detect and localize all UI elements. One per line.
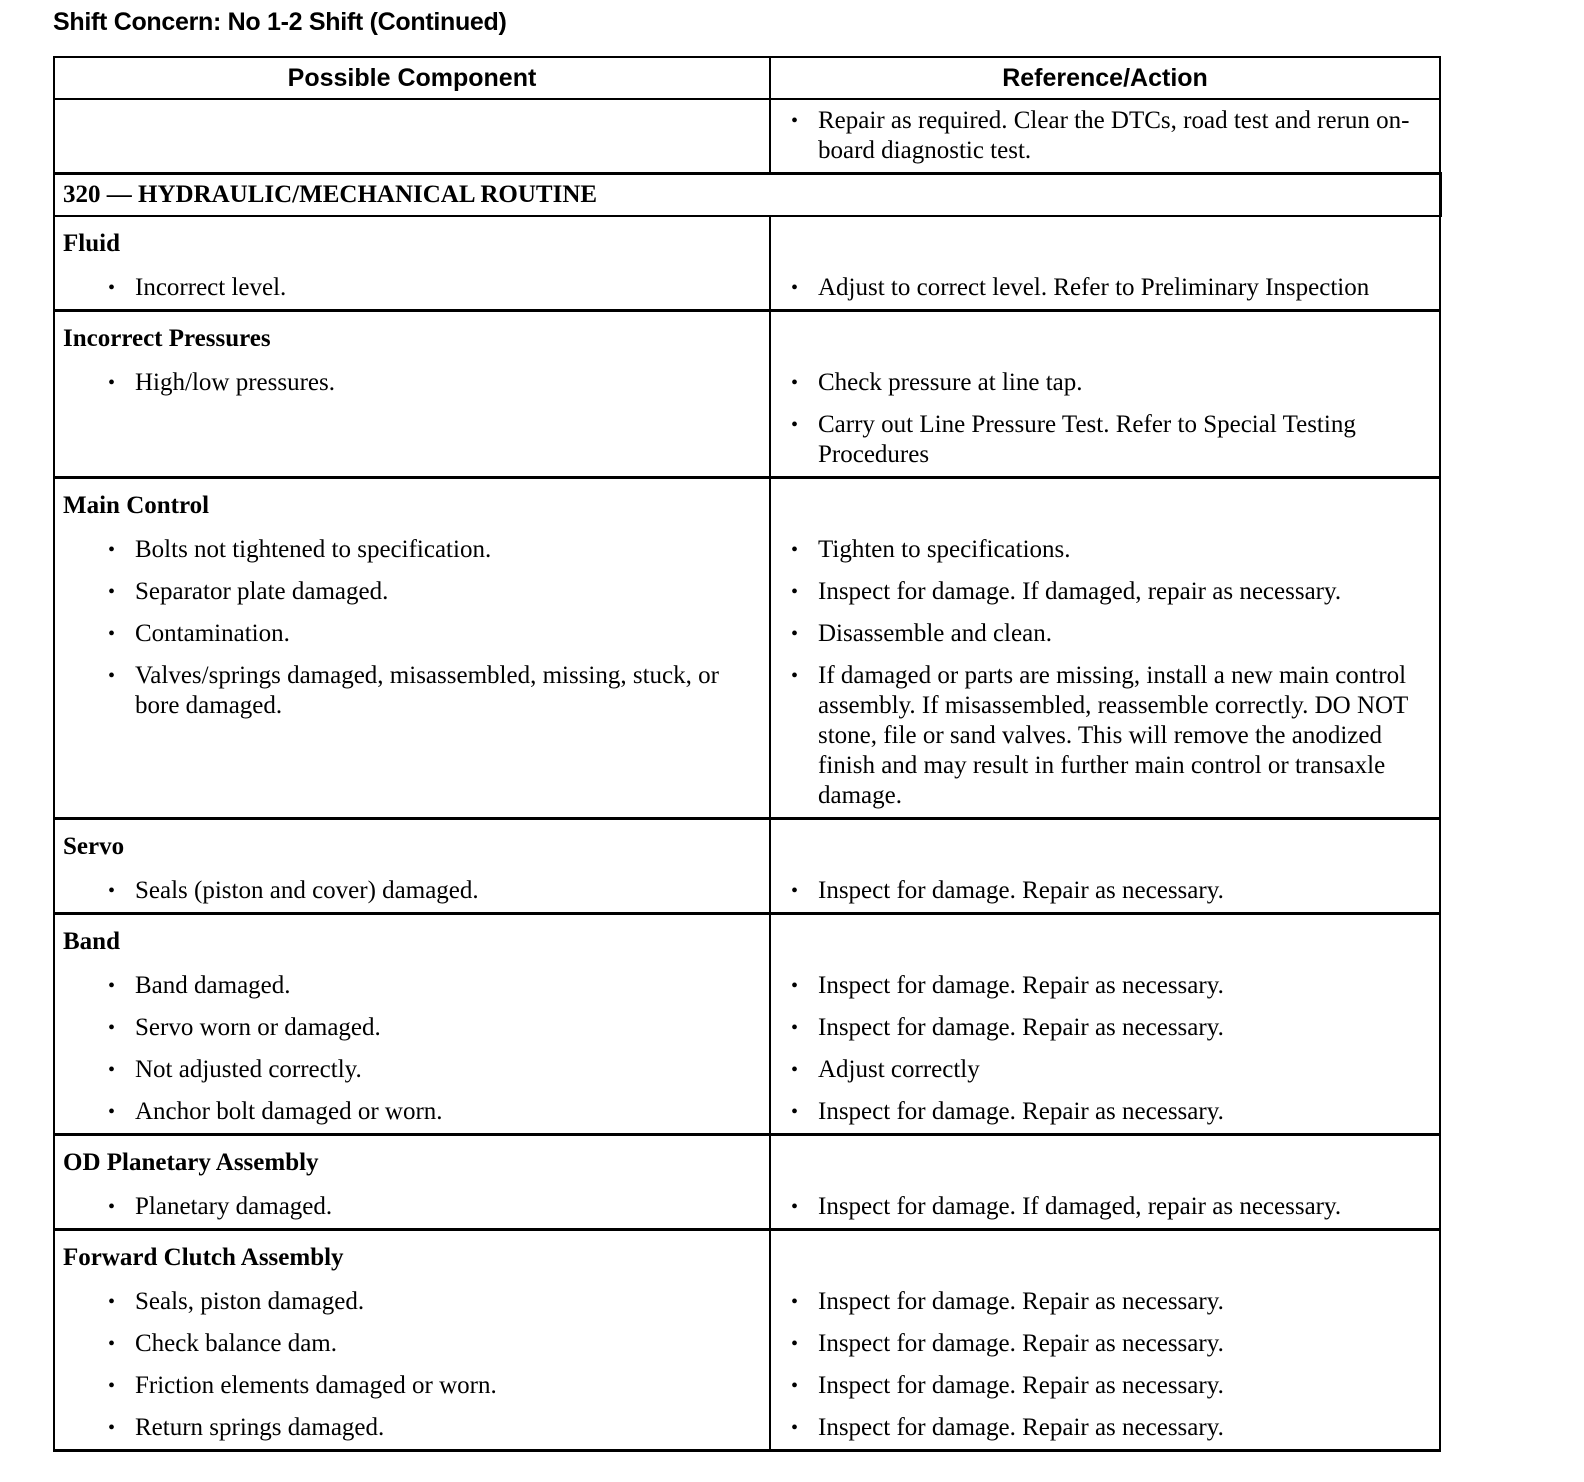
bullet-item xyxy=(63,661,761,721)
bullet-icon: • xyxy=(791,1101,799,1123)
bullet-text: Inspect for damage. If damaged, repair as necessary. xyxy=(818,578,1342,605)
bullet-icon: • xyxy=(791,277,799,299)
bullet-item xyxy=(63,1013,761,1043)
action-cell xyxy=(770,1359,1440,1401)
group-title-spacer xyxy=(779,485,1431,523)
bullet-icon: • xyxy=(108,1291,116,1313)
bullet-item xyxy=(63,971,761,1001)
bullet-icon: • xyxy=(108,623,116,645)
bullet-text: Inspect for damage. Repair as necessary. xyxy=(818,1014,1224,1041)
component-cell xyxy=(54,1230,770,1318)
component-cell xyxy=(54,478,770,566)
bullet-icon: • xyxy=(791,1017,799,1039)
bullet-text: Incorrect level. xyxy=(135,274,287,301)
bullet-icon: • xyxy=(791,880,799,902)
action-cell xyxy=(770,914,1440,1002)
bullet-text: Return springs damaged. xyxy=(135,1414,385,1441)
group-title: Incorrect Pressures xyxy=(63,325,271,352)
bullet-text: Disassemble and clean. xyxy=(818,620,1052,647)
table-row xyxy=(54,1001,1440,1043)
group-title: Main Control xyxy=(63,492,210,519)
bullet-text: Adjust correctly xyxy=(818,1056,980,1083)
bullet-icon: • xyxy=(108,277,116,299)
bullet-text: Inspect for damage. Repair as necessary. xyxy=(818,1414,1224,1441)
bullet-item xyxy=(779,1329,1431,1359)
header-possible-component: Possible Component xyxy=(54,57,770,99)
component-cell xyxy=(54,649,770,819)
bullet-text: Inspect for damage. Repair as necessary. xyxy=(818,972,1224,999)
action-cell xyxy=(770,1043,1440,1085)
group-title-spacer xyxy=(779,921,1431,959)
group-title: Fluid xyxy=(63,230,120,257)
bullet-item xyxy=(63,619,761,649)
component-cell xyxy=(54,1359,770,1401)
bullet-text: Valves/springs damaged, misassembled, missing, stuck, or bore damaged. xyxy=(135,662,719,719)
group-title-spacer xyxy=(779,223,1431,261)
bullet-icon: • xyxy=(108,1101,116,1123)
diagnostic-table xyxy=(53,56,1442,1452)
bullet-text: Separator plate damaged. xyxy=(135,578,389,605)
table-row xyxy=(54,607,1440,649)
component-cell xyxy=(54,1043,770,1085)
table-row xyxy=(54,1230,1440,1318)
bullet-item xyxy=(779,876,1431,906)
bullet-text: High/low pressures. xyxy=(135,369,335,396)
table-row xyxy=(54,649,1440,819)
bullet-icon: • xyxy=(791,1333,799,1355)
table-row xyxy=(54,914,1440,1002)
action-bullet-item xyxy=(779,106,1431,166)
bullet-text: Inspect for damage. If damaged, repair as necessary. xyxy=(818,1193,1342,1220)
bullet-item xyxy=(779,410,1431,470)
bullet-text: Inspect for damage. Repair as necessary. xyxy=(818,877,1224,904)
bullet-item xyxy=(63,1413,761,1443)
section-title: 320 — HYDRAULIC/MECHANICAL ROUTINE xyxy=(54,174,1440,217)
header-reference-action: Reference/Action xyxy=(770,57,1440,99)
bullet-icon: • xyxy=(108,1017,116,1039)
table-row xyxy=(54,565,1440,607)
component-cell xyxy=(54,565,770,607)
action-cell xyxy=(770,1085,1440,1135)
bullet-text: Planetary damaged. xyxy=(135,1193,333,1220)
bullet-icon: • xyxy=(791,1059,799,1081)
bullet-item xyxy=(779,368,1431,398)
bullet-icon: • xyxy=(791,372,799,394)
action-cell xyxy=(770,1135,1440,1230)
component-cell xyxy=(54,216,770,311)
bullet-text: If damaged or parts are missing, install a new main control assembly. If misassembled, reassemble correctly. DO NOT stone, file or sand valves. This will remove the anodized finish and may result in further main control or transaxle damage. xyxy=(818,662,1408,809)
bullet-item xyxy=(779,273,1431,303)
section-header-row xyxy=(54,174,1440,217)
bullet-icon: • xyxy=(108,665,116,687)
bullet-text: Inspect for damage. Repair as necessary. xyxy=(818,1288,1224,1315)
bullet-icon: • xyxy=(108,1375,116,1397)
bullet-text: Inspect for damage. Repair as necessary. xyxy=(818,1330,1224,1357)
bullet-item xyxy=(779,577,1431,607)
bullet-text: Bolts not tightened to specification. xyxy=(135,536,492,563)
bullet-icon: • xyxy=(108,975,116,997)
table-row xyxy=(54,1359,1440,1401)
group-title-spacer xyxy=(779,1142,1431,1180)
table-row xyxy=(54,1401,1440,1451)
table-row xyxy=(54,1043,1440,1085)
bullet-item xyxy=(779,971,1431,1001)
table-row xyxy=(54,1135,1440,1230)
bullet-text: Check pressure at line tap. xyxy=(818,369,1083,396)
bullet-icon: • xyxy=(108,880,116,902)
bullet-icon: • xyxy=(791,539,799,561)
group-title-spacer xyxy=(779,318,1431,356)
bullet-item xyxy=(63,1097,761,1127)
group-title: OD Planetary Assembly xyxy=(63,1149,319,1176)
bullet-text: Friction elements damaged or worn. xyxy=(135,1372,497,1399)
bullet-item xyxy=(779,1287,1431,1317)
continued-row xyxy=(54,99,1440,174)
action-text: Repair as required. Clear the DTCs, road test and rerun on-board diagnostic test. xyxy=(818,107,1410,164)
bullet-text: Anchor bolt damaged or worn. xyxy=(135,1098,443,1125)
bullet-item xyxy=(63,577,761,607)
bullet-text: Tighten to specifications. xyxy=(818,536,1071,563)
group-title: Forward Clutch Assembly xyxy=(63,1244,344,1271)
bullet-item xyxy=(779,1013,1431,1043)
component-cell xyxy=(54,1001,770,1043)
bullet-icon: • xyxy=(108,372,116,394)
group-title-spacer xyxy=(779,826,1431,864)
bullet-text: Seals (piston and cover) damaged. xyxy=(135,877,479,904)
header-row xyxy=(54,57,1440,99)
bullet-icon: • xyxy=(791,665,799,687)
bullet-icon: • xyxy=(791,975,799,997)
bullet-item xyxy=(779,661,1431,811)
bullet-icon: • xyxy=(108,539,116,561)
bullet-icon: • xyxy=(108,1196,116,1218)
bullet-item xyxy=(63,1287,761,1317)
bullet-text: Inspect for damage. Repair as necessary. xyxy=(818,1098,1224,1125)
bullet-item xyxy=(779,1413,1431,1443)
bullet-icon: • xyxy=(791,581,799,603)
bullet-icon: • xyxy=(791,110,799,132)
component-cell xyxy=(54,914,770,1002)
action-cell xyxy=(770,565,1440,607)
continued-action-cell xyxy=(770,99,1440,174)
bullet-text: Adjust to correct level. Refer to Preliminary Inspection xyxy=(818,274,1370,301)
bullet-item xyxy=(779,535,1431,565)
component-cell xyxy=(54,311,770,478)
group-title-spacer xyxy=(779,1237,1431,1275)
action-cell xyxy=(770,649,1440,819)
page-title: Shift Concern: No 1-2 Shift (Continued) xyxy=(53,8,507,36)
bullet-text: Carry out Line Pressure Test. Refer to Special Testing Procedures xyxy=(818,411,1356,468)
component-cell xyxy=(54,1317,770,1359)
bullet-item xyxy=(779,1055,1431,1085)
bullet-text: Not adjusted correctly. xyxy=(135,1056,362,1083)
bullet-icon: • xyxy=(791,1417,799,1439)
bullet-text: Contamination. xyxy=(135,620,290,647)
group-title: Servo xyxy=(63,833,125,860)
bullet-item xyxy=(63,1192,761,1222)
component-cell xyxy=(54,1135,770,1230)
bullet-item xyxy=(63,876,761,906)
bullet-item xyxy=(63,1371,761,1401)
bullet-icon: • xyxy=(108,1333,116,1355)
table-row xyxy=(54,819,1440,914)
component-cell xyxy=(54,607,770,649)
action-cell xyxy=(770,1001,1440,1043)
action-cell xyxy=(770,1317,1440,1359)
bullet-text: Seals, piston damaged. xyxy=(135,1288,365,1315)
bullet-icon: • xyxy=(108,581,116,603)
table-row xyxy=(54,216,1440,311)
bullet-icon: • xyxy=(791,1196,799,1218)
bullet-icon: • xyxy=(791,1291,799,1313)
group-title: Band xyxy=(63,928,120,955)
bullet-text: Check balance dam. xyxy=(135,1330,337,1357)
bullet-icon: • xyxy=(791,1375,799,1397)
bullet-item xyxy=(63,1329,761,1359)
component-cell xyxy=(54,1401,770,1451)
action-cell xyxy=(770,311,1440,478)
continued-component-cell xyxy=(54,99,770,174)
bullet-icon: • xyxy=(108,1417,116,1439)
component-cell xyxy=(54,819,770,914)
bullet-text: Band damaged. xyxy=(135,972,291,999)
table-row xyxy=(54,1317,1440,1359)
table-row xyxy=(54,1085,1440,1135)
action-cell xyxy=(770,1401,1440,1451)
bullet-item xyxy=(779,1371,1431,1401)
bullet-icon: • xyxy=(791,623,799,645)
bullet-item xyxy=(63,1055,761,1085)
bullet-item xyxy=(779,1097,1431,1127)
bullet-item xyxy=(779,1192,1431,1222)
table-row xyxy=(54,311,1440,478)
action-cell xyxy=(770,478,1440,566)
action-cell xyxy=(770,819,1440,914)
bullet-item xyxy=(63,368,761,398)
bullet-text: Servo worn or damaged. xyxy=(135,1014,381,1041)
bullet-icon: • xyxy=(791,414,799,436)
bullet-item xyxy=(63,273,761,303)
bullet-text: Inspect for damage. Repair as necessary. xyxy=(818,1372,1224,1399)
action-cell xyxy=(770,216,1440,311)
bullet-item xyxy=(63,535,761,565)
table-row xyxy=(54,478,1440,566)
component-cell xyxy=(54,1085,770,1135)
bullet-item xyxy=(779,619,1431,649)
bullet-icon: • xyxy=(108,1059,116,1081)
action-cell xyxy=(770,1230,1440,1318)
action-cell xyxy=(770,607,1440,649)
